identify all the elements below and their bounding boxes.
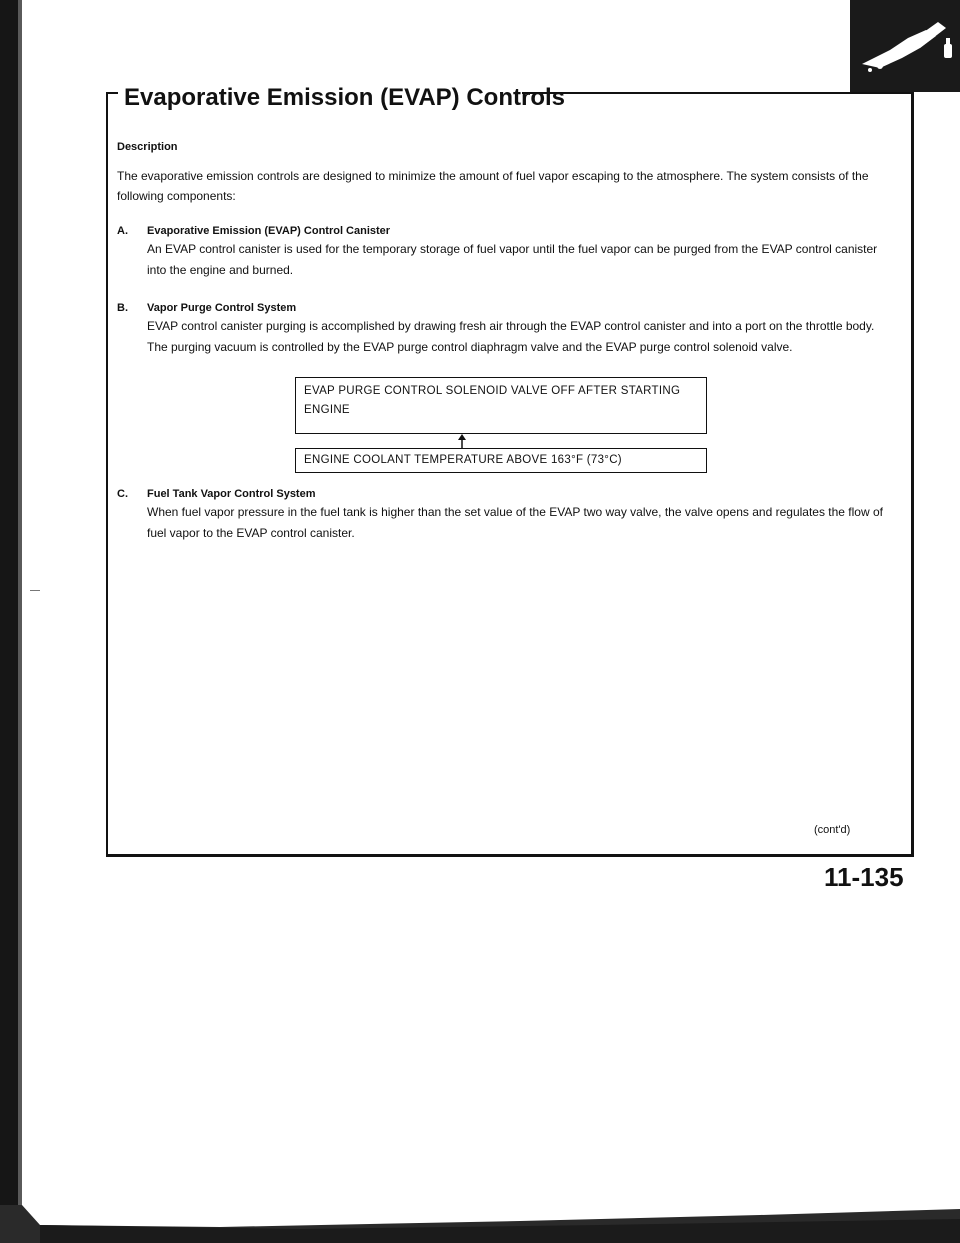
description-heading: Description bbox=[117, 141, 178, 153]
continued-note: (cont'd) bbox=[814, 824, 851, 836]
page-binding-shadow bbox=[18, 0, 22, 1243]
content-frame bbox=[106, 92, 914, 857]
margin-mark bbox=[30, 590, 40, 591]
item-heading: Vapor Purge Control System bbox=[147, 302, 297, 314]
frame-top-right-rule bbox=[522, 92, 914, 94]
frame-top-left-rule bbox=[106, 92, 118, 94]
page-number: 11-135 bbox=[824, 862, 904, 892]
item-heading: Fuel Tank Vapor Control System bbox=[147, 488, 316, 500]
description-intro: The evaporative emission controls are designed to minimize the amount of fuel vapor escaping to the atmosphere. The system consists of the following components: bbox=[117, 169, 869, 203]
section-tab bbox=[850, 0, 960, 92]
item-heading: Evaporative Emission (EVAP) Control Canister bbox=[147, 225, 391, 237]
flow-box-solenoid-off: EVAP PURGE CONTROL SOLENOID VALVE OFF AFTER STARTING ENGINE bbox=[295, 377, 707, 434]
item-marker: B. bbox=[117, 302, 128, 314]
item-body: EVAP control canister purging is accomplished by drawing fresh air through the EVAP control canister and into a port on the throttle body. The purging vacuum is controlled by the EVAP purge control diaphragm valve and the EVAP purge control solenoid valve. bbox=[147, 319, 875, 354]
item-marker: A. bbox=[117, 225, 128, 237]
flow-box-coolant-temp: ENGINE COOLANT TEMPERATURE ABOVE 163°F (73°C) bbox=[295, 448, 707, 473]
item-body: An EVAP control canister is used for the temporary storage of fuel vapor until the fuel vapor can be purged from the EVAP control canister into the engine and burned. bbox=[147, 242, 878, 277]
scan-edge-shadow bbox=[0, 1205, 960, 1243]
item-body: When fuel vapor pressure in the fuel tank is higher than the set value of the EVAP two way valve, the valve opens and regulates the flow of fuel vapor to the EVAP control canister. bbox=[147, 505, 883, 540]
page-title: Evaporative Emission (EVAP) Controls bbox=[124, 84, 565, 111]
engine-emission-icon bbox=[850, 0, 960, 92]
page-binding-edge bbox=[0, 0, 18, 1243]
item-marker: C. bbox=[117, 488, 128, 500]
